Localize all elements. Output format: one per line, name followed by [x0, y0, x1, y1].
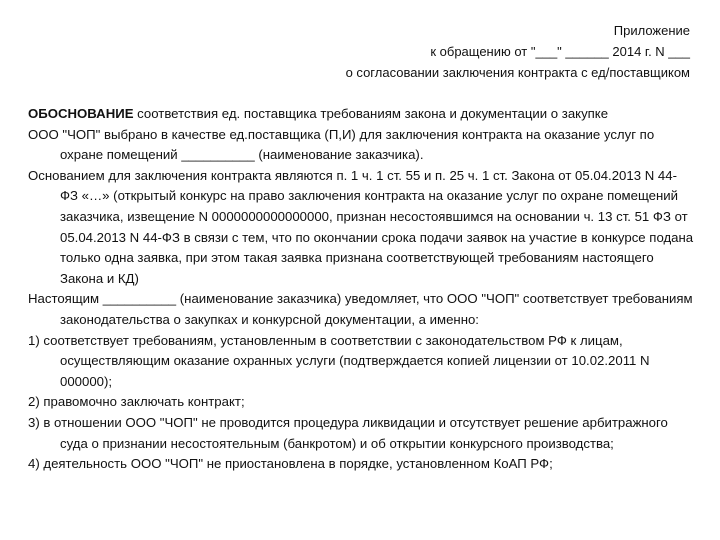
justification-heading [28, 104, 694, 125]
appeal-subject: о согласовании заключения контракта с ед/поставщиком [345, 65, 690, 80]
justification-body [28, 104, 694, 475]
notification-paragraph: Настоящим __________ (наименование заказчика) уведомляет, что ООО "ЧОП" соответствует требованиям законодательства о закупках и конкурсной документации, а именно: [28, 291, 693, 327]
supplier-selection-paragraph: ООО "ЧОП" выбрано в качестве ед.поставщика (П,И) для заключения контракта на оказание услуг по охране помещений __________ (наименование заказчика). [28, 126, 655, 163]
legal-basis-paragraph: Основанием для заключения контракта являются п. 1 ч. 1 ст. 55 и п. 25 ч. 1 ст. Закона от 05.04.2013 N 44-ФЗ «…» (открытый конкурс на право заключения контракта на оказание услуг по охране помещений заказчика, извещение N 0000000000000000, признан несостоявшимся на основании ч. 13 ст. 51 ФЗ от 05.04.2013 N 44-ФЗ в связи с тем, что по окончании срока подачи заявок на участие в конкурсе подана только одна заявка, при этом такая заявка признана соответствующей требованиям настоящего Закона и КД) [28, 167, 694, 286]
appendix-header [346, 20, 690, 83]
requirement-item-2: 2) правомочно заключать контракт; [28, 394, 245, 410]
appendix-title: Приложение [613, 23, 690, 38]
justification-heading-text: соответствия ед. поставщика требованиям закона и документации о закупке [133, 106, 609, 121]
requirement-item-3: 3) в отношении ООО "ЧОП" не проводится процедура ликвидации и отсутствует решение арбитражного суда о признании несостоятельным (банкротом) и об открытии конкурсного производства; [28, 414, 668, 451]
appeal-reference: к обращению от "___" ______ 2014 г. N ___ [430, 44, 690, 59]
requirement-item-4: 4) деятельность ООО "ЧОП" не приостановлена в порядке, установленном КоАП РФ; [28, 456, 553, 472]
requirement-item-1: 1) соответствует требованиям, установленным в соответствии с законодательством РФ к лицам, осуществляющим оказание охранных услуги (подтверждается копией лицензии от 10.02.2011 N 000000); [28, 332, 650, 389]
justification-heading-bold: ОБОСНОВАНИЕ [28, 106, 134, 121]
